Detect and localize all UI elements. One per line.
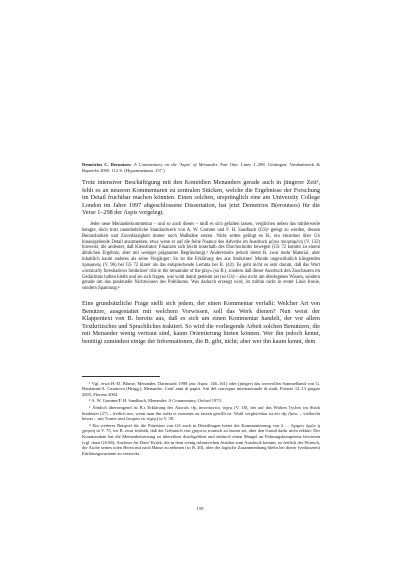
review-body-continued (82, 300, 320, 346)
body-paragraph-1: Trotz intensiver Beschäftigung mit den Komödien Menanders gerade auch in jüngerer Zeit¹, fehlt es an neueren Kommentaren zu zentralen Stücken, welche die Ergebnisse der Forschung im Detail fruchtbar machen könnten. Einen solchen, ursprünglich eine am University College London im Jahre 1997 abgeschlossene Dissertation, hat jetzt Demetrios B(eroutsos) für die Verse 1–298 der Aspis vorgelegt. (82, 179, 320, 217)
review-body (82, 179, 320, 217)
footnote-1: ¹ Vgl. etwa H.-D. Blume, Menander, Darmstadt 1998 (zur Aspis: 146–161) oder (jünger) das wertvollen Sammelband von G. Bastianini/A. Casanova (Hrsgg.), Menandro. Cent' anni di papiri. Atti del convegno internazionale di studi, Firenze 12–13 giugno 2003, Florenz 2004. (82, 380, 320, 397)
footnote-3: ³ Ähnlich überzeugend ist B.s Erklärung des Ausrufs τῆς ἀπιστίαντος τύχης (V. 18), der auf das Wirken Tyches im Stück hindeutet (27) – freilich nur, wenn man ihn strikt et exeuntes zu fassen gewillt ist. Wohl vergleichbar ist ἐπὶ τῆς (bzw. – vielleicht besser – mit Turner und Jacques ἐκ τύχης) in V. 58. (82, 405, 320, 422)
footnote-4: ⁴ Ein weiteres Beispiel für die Präzision von GS auch in Detailfragen bietet die Kommentierung von δ … ἤγαμεν ἡμῶν ἡ χρηστή in V. 75, wo B. zwar festhält, daß der Gebrauch von χρηστός ironisch zu fassen sei, aber den Grund dafür nicht erklärt: Der Kommandant hat die Meinenbeisetzung zu übereiltest durchgeführt und dadurch einen Mangel an Führungskompetenz bewiesen (vgl. dazu GS 68); Auslöser für Daos' Kritik, die in dem wenig ruhmreichen Attribut zum Ausdruck kommt, ist freilich der Wunsch, die Asche seines toten Herrn mit nach Hause zu nehmen (so B. 40), aber der logische Zusammenhang bleibt bei dieser (verkürzten) Erklärungsvariante zu versteckt. (82, 422, 320, 456)
page-number: 159 (196, 506, 204, 511)
footnote-2: ² A. W. Gomme/F. H. Sandbach, Menander. A Commentary, Oxford 1973. (89, 398, 222, 404)
small-print-section (82, 222, 320, 292)
small-print-paragraph: Jeder neue Menanderkommentar – und so auch dieser – muß es sich gefallen lassen, verglichen neben das mittlerweile betagte, doch trotz unentbehrliche Standardwerk von A. W. Gomme und F. H. Sandbach (GS)² gelegt zu werden, dessen Benutzbarkeit und Zuverlässigkeit immer noch Maßstäbe setzen. Nicht selten gelingt es B., ein einzelnes über GS hinausgehende Detail anzumerken, etwa wenn er auf die feine Nuance des Adverbs im Ausdruck μήπω ποιησαμένη (V. 132) hinweist, die andeutet, daß Kleostratos' Finanzen sich leicht innerhalb des Durchschnitts bewegen (GS 72 kommt zu einem ähnlichen Ergebnis, aber mit weniger prägnanter Begründung).³ Andererseits jedoch bietet B. zwar mehr Material, aber inhaltlich kaum anderes als seine Vorgänger: So ist die Erklärung des aus Smikrines' Munde ungewöhnlich klingenden προφανῶς (V. 96) bei GS 72 klarer als das entsprechende Lemma bei B. (43): Es geht nicht so sehr darum, daß das Wort »ironically foreshadows Smikrines' rôle in the remainder of the play« (so B.), sondern daß dieser Ausdruck den Zuschauern im Gedächtnis haften bleibt und sie sich fragen, was wohl damit gemeint sei (so GS) – also nicht um überlegenes Wissen, sondern gerade um das punktuelle Nichtwissen des Publikums. Was dadurch erzeugt wird, ist mithin nicht in erster Linie Ironie, sondern Spannung.⁴ (82, 221, 320, 292)
footnote-separator (82, 376, 160, 377)
review-heading (82, 162, 320, 174)
body-paragraph-2: Eine grundsätzliche Frage stellt sich jedem, der einen Kommentar verfaßt: Welcher Art von Benutzer, ausgestattet mit welchem Vorwissen, soll das Werk dienen? Nun weist der Klappentext von B. bereits aus, daß es sich um einen Kommentar handelt, der vor allem Textkritisches und Sprachliches traktiert. So wird die vorliegende Arbeit solchen Benutzern, die mit Menander wenig vertraut sind, kaum Orientierung bieten können. Wer ihn jedoch kennt, benötigt zumindest einige der Informationen, die B. gibt, nicht; aber wer ihn kaum kennt, dem (82, 300, 320, 346)
review-book-details: Part One: Lines 1–298. Göttingen: Vandenhoeck & Ruprecht 2005. 112 S. (Hypomnemata. 157.) (82, 162, 321, 173)
review-author: Demetrios C. Beroutsos: (82, 162, 132, 167)
review-book-title: A Commentary on the 'Aspis' of Menander. (133, 162, 219, 167)
text-column (82, 162, 320, 457)
footnotes (82, 381, 320, 457)
